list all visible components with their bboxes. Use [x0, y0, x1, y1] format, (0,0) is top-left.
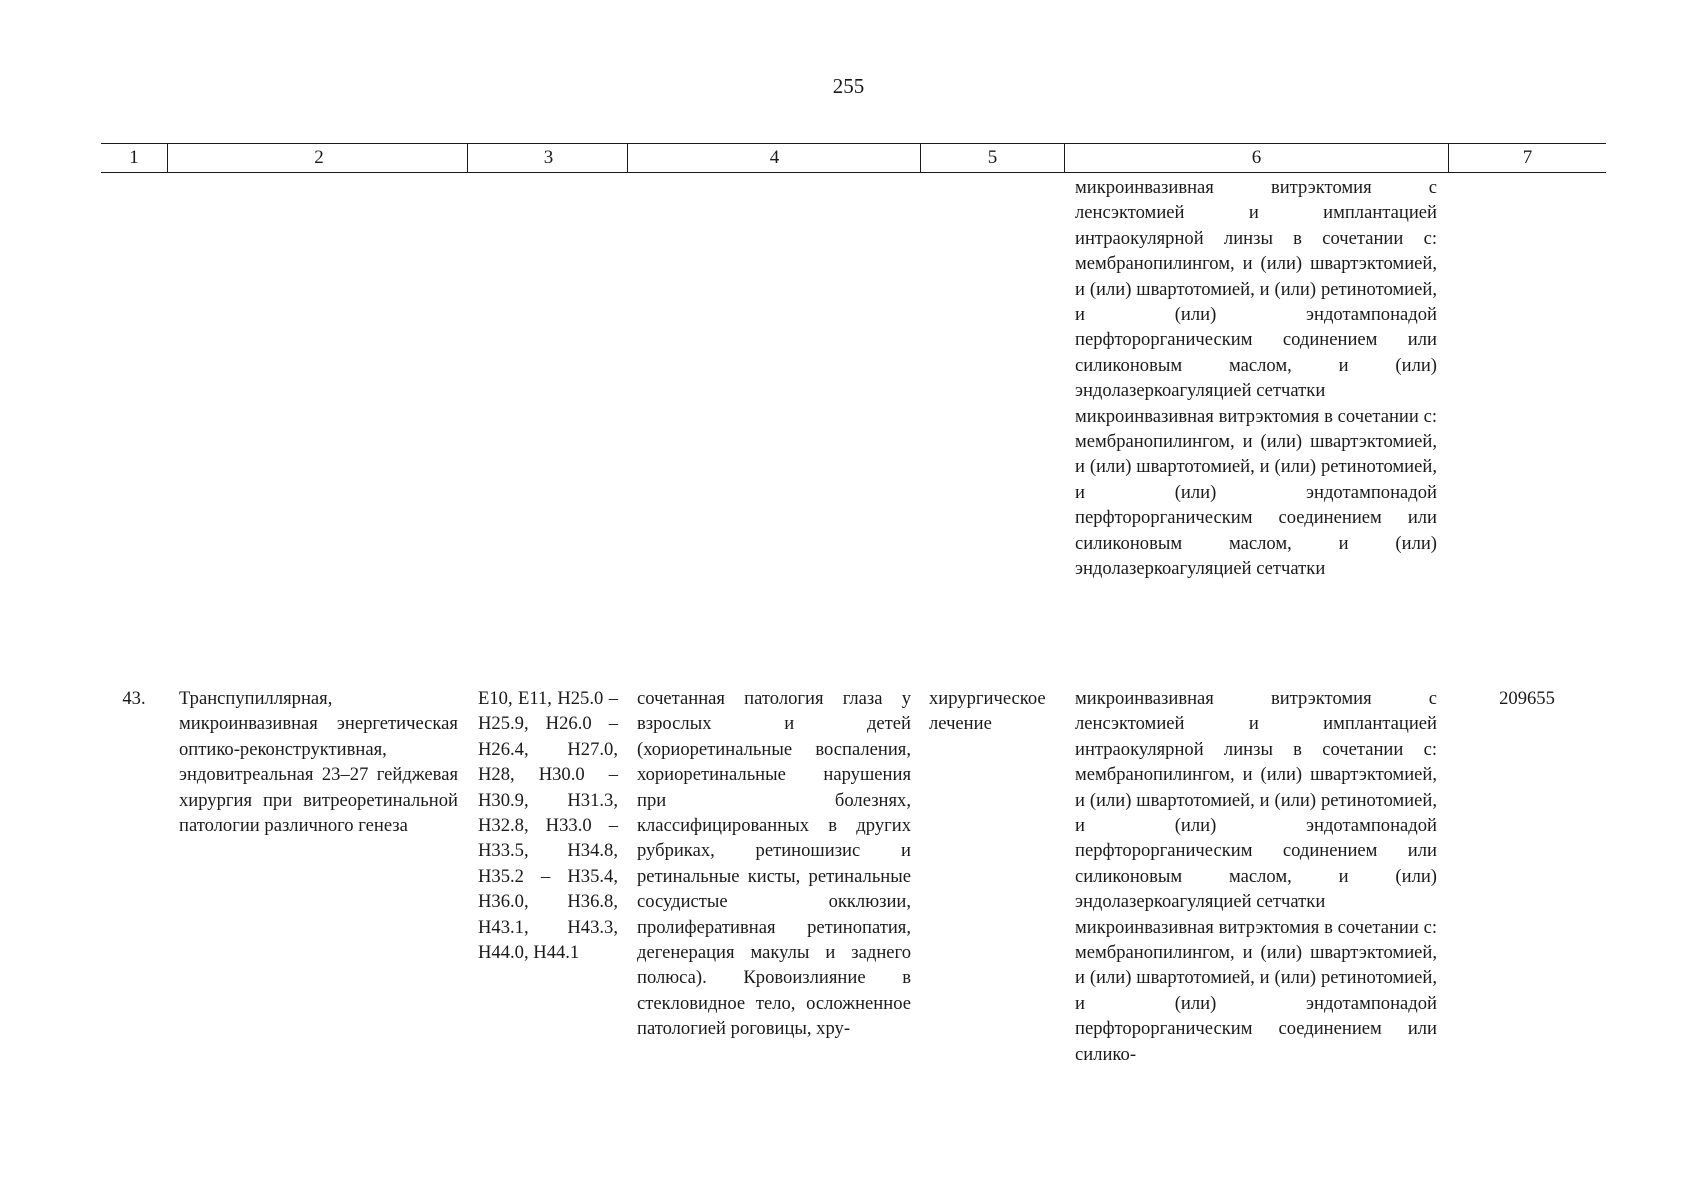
icd-codes: E10, E11, H25.0 – H25.9, H26.0 – H26.4, H27.0, H28, H30.0 – H30.9, H31.3, H32.8, H33.0 – H33.5, H34.8, H35.2 – H35.4, H36.0, H36.8, H43.1, H43.3, H44.0, H44.1: [478, 688, 618, 964]
patient-model: сочетанная патология глаза у взрослых и детей (хориоретинальные воспаления, хориоретинальные нарушения при болезнях, классифицированных в других рубриках, ретиношизис и ретинальные кисты, ретинальные сосудистые окклюзии, пролиферативная ретинопатия, дегенерация макулы и заднего полюса). Кровоизлияние в стекловидное тело, осложненное патологией роговицы, хру-: [637, 688, 911, 1040]
table-row-continuation: [101, 175, 1606, 582]
header-col-2: 2: [167, 144, 467, 172]
table-row-43: [101, 686, 1606, 1067]
cell-methods: [1064, 175, 1448, 582]
header-col-4: 4: [627, 144, 920, 172]
header-col-7: 7: [1448, 144, 1606, 172]
row-number: 43.: [122, 688, 146, 709]
cell-cost: [1448, 175, 1606, 582]
header-col-3: 3: [467, 144, 627, 172]
cell-codes: [467, 175, 627, 582]
treatment-name: Транспупиллярная, микроинвазивная энергетическая оптико-реконструктивная, эндовитреальная 23–27 гейджевая хирургия при витреоретинальной патологии различного генеза: [179, 688, 458, 837]
method-paragraph: микроинвазивная витрэктомия с ленсэктомией и имплантацией интраокулярной линзы в сочетании с: мембранопилингом, и (или) швартэктомией, и (или) швартотомией, и (или) ретинотомией, и (или) эндотампонадой перфторорганическим содинением или силиконовым маслом, и (или) эндолазеркоагуляцией сетчатки: [1075, 177, 1437, 402]
header-col-1: 1: [129, 147, 139, 168]
cell-number: [101, 175, 167, 582]
cell-name: [167, 175, 467, 582]
treatment-type: хирургическое лечение: [929, 688, 1046, 735]
method-paragraph: микроинвазивная витрэктомия в сочетании с: мембранопилингом, и (или) швартэктомией, и (или) швартотомией, и (или) ретинотомией, и (или) эндотампонадой перфторорганическим соединением или силико-: [1075, 916, 1437, 1065]
method-paragraph: микроинвазивная витрэктомия с ленсэктомией и имплантацией интраокулярной линзы в сочетании с: мембранопилингом, и (или) швартэктомией, и (или) швартотомией, и (или) ретинотомией, и (или) эндотампонадой перфторорганическим содинением или силиконовым маслом, и (или) эндолазеркоагуляцией сетчатки: [1075, 688, 1437, 913]
cell-model: [627, 175, 920, 582]
table-header-row: [101, 143, 1606, 173]
header-col-6: 6: [1064, 144, 1448, 172]
cost-value: 209655: [1499, 688, 1555, 709]
cell-treatment-type: [920, 175, 1064, 582]
treatment-methods: [1064, 686, 1448, 1067]
header-col-5: 5: [920, 144, 1064, 172]
page-number: 255: [832, 74, 865, 98]
method-paragraph: микроинвазивная витрэктомия в сочетании с: мембранопилингом, и (или) швартэктомией, и (или) швартотомией, и (или) ретинотомией, и (или) эндотампонадой перфторорганическим соединением или силиконовым маслом, и (или) эндолазеркоагуляцией сетчатки: [1075, 405, 1437, 580]
